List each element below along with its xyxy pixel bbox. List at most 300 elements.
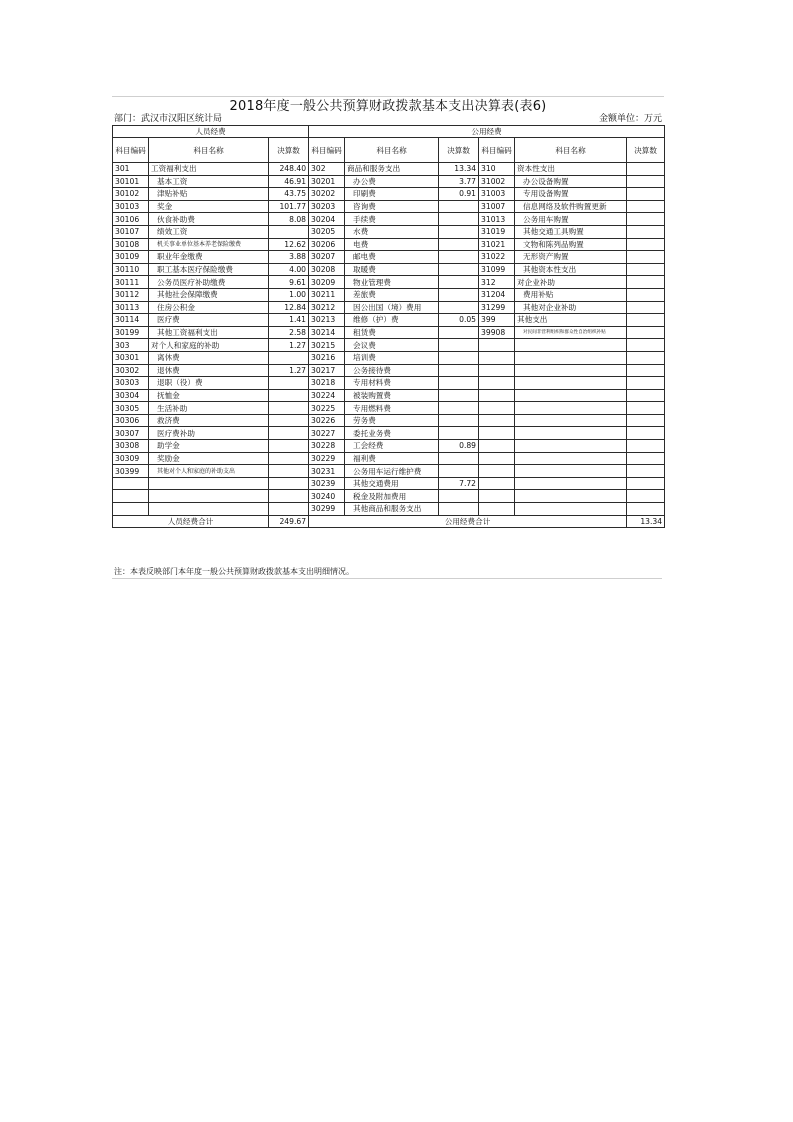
cell-amount [439,276,479,289]
cell-name: 医疗费补助 [149,427,269,440]
cell-name: 其他交通工具购置 [515,225,627,238]
cell-amount: 43.75 [269,188,309,201]
cell-amount [627,351,665,364]
cell-code: 30307 [113,427,149,440]
cell-name: 基本工资 [149,175,269,188]
cell-code: 30216 [309,351,345,364]
cell-name: 机关事业单位基本养老保险缴费 [149,238,269,251]
table-row [113,200,665,213]
cell-amount [269,477,309,490]
cell-name: 其他支出 [515,314,627,327]
cell-code: 39908 [479,326,515,339]
cell-code: 30208 [309,263,345,276]
personnel-total-label: 人员经费合计 [113,515,269,528]
cell-amount [627,414,665,427]
cell-amount [439,465,479,478]
table-row [113,402,665,415]
cell-code [479,477,515,490]
column-header-row [113,138,665,163]
cell-amount [439,452,479,465]
cell-amount [627,251,665,264]
cell-amount: 46.91 [269,175,309,188]
cell-name [515,414,627,427]
group-header-row [113,126,665,138]
cell-amount [627,301,665,314]
table-row [113,465,665,478]
table-row [113,452,665,465]
cell-name: 培训费 [345,351,439,364]
cell-amount [627,402,665,415]
cell-name: 因公出国（境）费用 [345,301,439,314]
cell-amount [439,225,479,238]
cell-name: 税金及附加费用 [345,490,439,503]
cell-amount [439,503,479,516]
cell-amount: 2.58 [269,326,309,339]
cell-code: 30111 [113,276,149,289]
cell-name: 费用补贴 [515,288,627,301]
cell-amount: 1.27 [269,339,309,352]
cell-amount [439,200,479,213]
cell-code: 30309 [113,452,149,465]
cell-name: 工会经费 [345,440,439,453]
cell-code: 30101 [113,175,149,188]
cell-code [479,351,515,364]
cell-name: 救济费 [149,414,269,427]
cell-name: 会议费 [345,339,439,352]
cell-code [113,503,149,516]
table-row [113,263,665,276]
cell-code [479,377,515,390]
cell-amount [269,389,309,402]
cell-amount: 1.00 [269,288,309,301]
cell-amount [439,238,479,251]
cell-name: 印刷费 [345,188,439,201]
cell-code: 30225 [309,402,345,415]
cell-amount: 1.27 [269,364,309,377]
cell-amount [627,263,665,276]
cell-amount [439,490,479,503]
table-row [113,213,665,226]
cell-name: 公务用车购置 [515,213,627,226]
table-row [113,238,665,251]
cell-code: 30303 [113,377,149,390]
cell-amount [627,490,665,503]
cell-name: 被装购置费 [345,389,439,402]
cell-name: 退休费 [149,364,269,377]
cell-name: 抚恤金 [149,389,269,402]
cell-amount: 12.62 [269,238,309,251]
cell-name [515,440,627,453]
footnote: 注：本表反映部门本年度一般公共预算财政拨款基本支出明细情况。 [112,566,662,579]
cell-name: 专用设备购置 [515,188,627,201]
cell-code: 30107 [113,225,149,238]
table-row [113,326,665,339]
cell-code: 30212 [309,301,345,314]
cell-name: 办公费 [345,175,439,188]
cell-name: 其他对个人和家庭的补助支出 [149,465,269,478]
cell-name: 其他对企业补助 [515,301,627,314]
cell-name: 办公设备购置 [515,175,627,188]
cell-name: 其他社会保障缴费 [149,288,269,301]
cell-code: 30214 [309,326,345,339]
cell-name: 其他工资福利支出 [149,326,269,339]
cell-amount [269,427,309,440]
cell-code [479,389,515,402]
cell-amount: 7.72 [439,477,479,490]
cell-code: 30204 [309,213,345,226]
totals-row [113,515,665,528]
cell-code: 31099 [479,263,515,276]
cell-amount [627,339,665,352]
cell-amount [627,276,665,289]
cell-name: 其他交通费用 [345,477,439,490]
cell-name: 津贴补贴 [149,188,269,201]
cell-name: 公务用车运行维护费 [345,465,439,478]
cell-amount: 101.77 [269,200,309,213]
cell-code: 30207 [309,251,345,264]
cell-amount [439,251,479,264]
cell-code: 302 [309,163,345,176]
cell-code: 31204 [479,288,515,301]
cell-amount [439,263,479,276]
table-row [113,339,665,352]
cell-name: 其他资本性支出 [515,263,627,276]
cell-amount: 248.40 [269,163,309,176]
cell-name [515,351,627,364]
cell-code: 30203 [309,200,345,213]
cell-code: 31299 [479,301,515,314]
cell-name: 手续费 [345,213,439,226]
cell-code: 30102 [113,188,149,201]
cell-amount [269,465,309,478]
cell-name: 专用材料费 [345,377,439,390]
cell-amount [627,452,665,465]
cell-code [479,427,515,440]
cell-name: 对民间非营利组织和群众性自治组织补贴 [515,326,627,339]
cell-name [149,477,269,490]
cell-code: 31022 [479,251,515,264]
cell-name: 资本性支出 [515,163,627,176]
cell-amount: 0.91 [439,188,479,201]
cell-name: 电费 [345,238,439,251]
cell-code: 30106 [113,213,149,226]
cell-amount [627,440,665,453]
cell-code: 31007 [479,200,515,213]
cell-code: 30302 [113,364,149,377]
report-title: 2018年度一般公共预算财政拨款基本支出决算表(表6) [112,96,664,117]
cell-name [515,427,627,440]
cell-code [479,452,515,465]
table-row [113,490,665,503]
cell-code: 30228 [309,440,345,453]
cell-code: 30209 [309,276,345,289]
cell-amount [627,163,665,176]
cell-code [479,490,515,503]
cell-amount [439,288,479,301]
cell-amount [627,503,665,516]
cell-name: 住房公积金 [149,301,269,314]
cell-name: 信息网络及软件购置更新 [515,200,627,213]
cell-amount [627,427,665,440]
cell-amount [439,326,479,339]
cell-code: 30240 [309,490,345,503]
cell-code [479,440,515,453]
table-row [113,477,665,490]
header-amount: 决算数 [627,138,665,163]
cell-amount [627,288,665,301]
cell-name: 职工基本医疗保险缴费 [149,263,269,276]
cell-name: 劳务费 [345,414,439,427]
cell-name: 工资福利支出 [149,163,269,176]
cell-amount [439,301,479,314]
public-total-label: 公用经费合计 [309,515,627,528]
header-name: 科目名称 [149,138,269,163]
cell-code: 30109 [113,251,149,264]
cell-code: 303 [113,339,149,352]
cell-code: 30215 [309,339,345,352]
cell-name: 文物和陈列品购置 [515,238,627,251]
cell-code [479,402,515,415]
table-row [113,351,665,364]
cell-code: 30306 [113,414,149,427]
cell-code: 30199 [113,326,149,339]
group-personnel: 人员经费 [113,126,309,138]
cell-name: 绩效工资 [149,225,269,238]
cell-name [515,339,627,352]
cell-code: 30103 [113,200,149,213]
cell-name [149,503,269,516]
cell-name: 伙食补助费 [149,213,269,226]
cell-name: 奖励金 [149,452,269,465]
cell-amount [439,213,479,226]
cell-code [479,364,515,377]
cell-amount [627,213,665,226]
cell-amount [627,364,665,377]
cell-amount: 9.61 [269,276,309,289]
table-row [113,377,665,390]
cell-name: 对企业补助 [515,276,627,289]
cell-code: 31019 [479,225,515,238]
cell-amount [627,477,665,490]
cell-amount [269,414,309,427]
cell-amount: 0.89 [439,440,479,453]
cell-name [515,465,627,478]
cell-code: 30239 [309,477,345,490]
cell-name: 生活补助 [149,402,269,415]
cell-code: 310 [479,163,515,176]
cell-code: 30229 [309,452,345,465]
cell-name: 对个人和家庭的补助 [149,339,269,352]
cell-code: 30308 [113,440,149,453]
cell-name: 职业年金缴费 [149,251,269,264]
cell-amount [439,351,479,364]
cell-code: 30226 [309,414,345,427]
header-name: 科目名称 [345,138,439,163]
header-amount: 决算数 [269,138,309,163]
expenditure-table [112,125,665,528]
cell-amount: 1.41 [269,314,309,327]
cell-name: 医疗费 [149,314,269,327]
cell-code: 31003 [479,188,515,201]
cell-amount [269,440,309,453]
cell-amount [439,389,479,402]
cell-name [515,389,627,402]
cell-name: 无形资产购置 [515,251,627,264]
cell-code: 31002 [479,175,515,188]
public-total-value: 13.34 [627,515,665,528]
table-row [113,251,665,264]
cell-code: 30217 [309,364,345,377]
cell-name [515,402,627,415]
cell-amount: 0.05 [439,314,479,327]
cell-code: 30202 [309,188,345,201]
cell-amount: 3.88 [269,251,309,264]
table-row [113,163,665,176]
table-row [113,175,665,188]
table-row [113,301,665,314]
cell-amount [269,503,309,516]
cell-name [149,490,269,503]
cell-amount [627,326,665,339]
cell-code: 31021 [479,238,515,251]
cell-amount [627,200,665,213]
department-label: 部门：武汉市汉阳区统计局 [114,114,223,124]
cell-amount [627,225,665,238]
cell-name: 离休费 [149,351,269,364]
cell-amount [627,389,665,402]
cell-name [515,490,627,503]
cell-code: 30108 [113,238,149,251]
cell-amount: 3.77 [439,175,479,188]
table-row [113,288,665,301]
cell-amount [627,188,665,201]
cell-amount: 12.84 [269,301,309,314]
cell-code: 30218 [309,377,345,390]
cell-code: 30399 [113,465,149,478]
cell-name: 委托业务费 [345,427,439,440]
cell-name: 邮电费 [345,251,439,264]
cell-code: 30224 [309,389,345,402]
cell-amount [439,364,479,377]
cell-code [479,339,515,352]
cell-name: 公务接待费 [345,364,439,377]
cell-name: 其他商品和服务支出 [345,503,439,516]
cell-code: 312 [479,276,515,289]
cell-name: 商品和服务支出 [345,163,439,176]
cell-code: 30304 [113,389,149,402]
cell-name [515,503,627,516]
cell-name: 水费 [345,225,439,238]
cell-name [515,377,627,390]
cell-code: 30206 [309,238,345,251]
cell-amount [439,427,479,440]
cell-name: 物业管理费 [345,276,439,289]
header-code: 科目编码 [479,138,515,163]
cell-amount [269,351,309,364]
cell-code: 30305 [113,402,149,415]
cell-code: 31013 [479,213,515,226]
cell-code: 30213 [309,314,345,327]
table-row [113,225,665,238]
cell-amount: 4.00 [269,263,309,276]
table-row [113,427,665,440]
cell-name: 专用燃料费 [345,402,439,415]
cell-code: 30205 [309,225,345,238]
cell-code [479,414,515,427]
cell-name: 取暖费 [345,263,439,276]
cell-code [479,465,515,478]
cell-code [113,490,149,503]
cell-amount [269,402,309,415]
cell-name [515,452,627,465]
cell-code: 30113 [113,301,149,314]
cell-name: 咨询费 [345,200,439,213]
cell-name: 差旅费 [345,288,439,301]
cell-code: 30231 [309,465,345,478]
cell-code [113,477,149,490]
cell-amount [627,377,665,390]
cell-amount [439,414,479,427]
cell-amount [269,377,309,390]
cell-name: 公务员医疗补助缴费 [149,276,269,289]
table-row [113,276,665,289]
cell-amount [269,225,309,238]
cell-name [515,364,627,377]
cell-amount [269,452,309,465]
header-amount: 决算数 [439,138,479,163]
cell-amount: 8.08 [269,213,309,226]
cell-code: 30211 [309,288,345,301]
cell-amount [439,377,479,390]
header-code: 科目编码 [113,138,149,163]
cell-code: 30301 [113,351,149,364]
cell-name: 租赁费 [345,326,439,339]
cell-code: 30201 [309,175,345,188]
cell-amount [439,339,479,352]
cell-name: 退职（役）费 [149,377,269,390]
header-code: 科目编码 [309,138,345,163]
cell-amount: 13.34 [439,163,479,176]
table-row [113,364,665,377]
cell-code: 30110 [113,263,149,276]
header-name: 科目名称 [515,138,627,163]
cell-amount [627,175,665,188]
cell-name: 助学金 [149,440,269,453]
cell-code: 399 [479,314,515,327]
group-public: 公用经费 [309,126,665,138]
table-row [113,188,665,201]
table-row [113,440,665,453]
table-row [113,314,665,327]
unit-label: 金额单位：万元 [598,114,662,124]
cell-name: 奖金 [149,200,269,213]
cell-amount [627,238,665,251]
cell-amount [627,314,665,327]
personnel-total-value: 249.67 [269,515,309,528]
cell-name [515,477,627,490]
cell-name: 福利费 [345,452,439,465]
cell-code: 30114 [113,314,149,327]
cell-code: 30299 [309,503,345,516]
table-row [113,414,665,427]
cell-name: 维修（护）费 [345,314,439,327]
cell-code: 30112 [113,288,149,301]
cell-amount [439,402,479,415]
cell-code [479,503,515,516]
cell-amount [627,465,665,478]
cell-code: 301 [113,163,149,176]
cell-code: 30227 [309,427,345,440]
